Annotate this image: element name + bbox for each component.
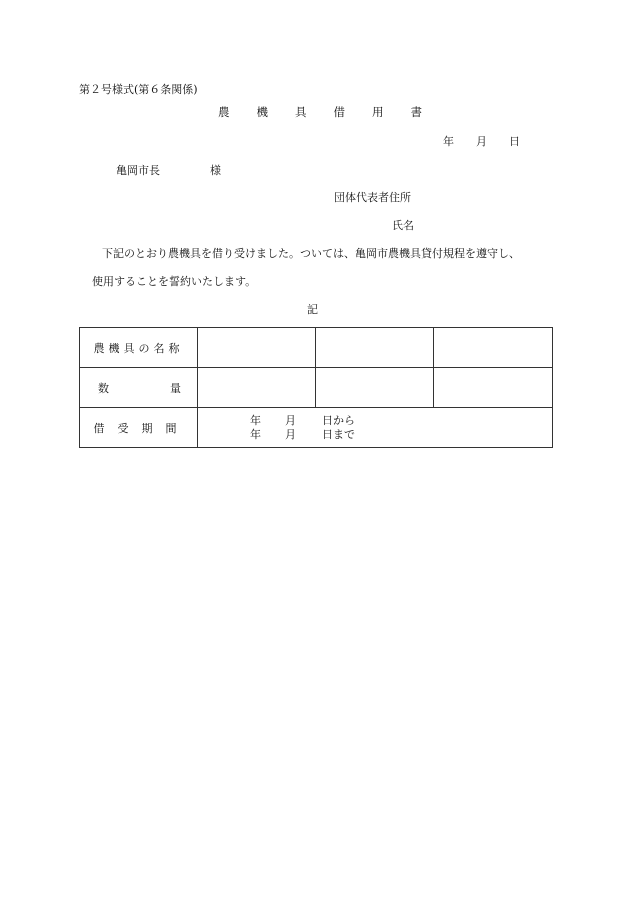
date-month: 月 <box>476 135 487 148</box>
period-from-month: 月 <box>285 413 296 427</box>
equipment-name-field-3[interactable] <box>434 328 553 368</box>
date-line <box>443 133 520 149</box>
items-table <box>79 327 553 448</box>
quantity-label-b: 量 <box>170 381 181 395</box>
period-to-day: 日まで <box>322 427 355 441</box>
quantity-field-3[interactable] <box>434 368 553 408</box>
period-label-cell <box>80 408 198 448</box>
period-field[interactable] <box>198 408 553 448</box>
date-year: 年 <box>443 135 454 148</box>
addressee-name: 亀岡市長 <box>116 164 160 177</box>
period-to-year: 年 <box>250 427 261 441</box>
applicant-name-label: 氏名 <box>392 219 414 232</box>
table-row-name <box>80 328 553 368</box>
addressee <box>116 162 221 178</box>
addressee-honorific: 様 <box>210 164 221 177</box>
form-number: 第２号様式(第６条関係) <box>79 83 198 96</box>
period-from-line <box>250 414 552 428</box>
equipment-name-field-2[interactable] <box>316 328 434 368</box>
quantity-field-1[interactable] <box>198 368 316 408</box>
period-to-line <box>250 428 552 442</box>
quantity-label-cell <box>80 368 198 408</box>
quantity-field-2[interactable] <box>316 368 434 408</box>
page-title: 農機具借用書 <box>218 105 449 119</box>
period-to-month: 月 <box>285 427 296 441</box>
body-text-line-2: 使用することを誓約いたします。 <box>92 275 257 288</box>
period-from-day: 日から <box>322 413 355 427</box>
table-row-quantity <box>80 368 553 408</box>
applicant-address-label: 団体代表者住所 <box>334 191 411 204</box>
equipment-name-field-1[interactable] <box>198 328 316 368</box>
ki-heading: 記 <box>307 303 318 316</box>
equipment-name-label: 農機具の名称 <box>93 341 184 355</box>
quantity-label-a: 数 <box>98 381 109 395</box>
period-label: 借受期間 <box>93 421 190 435</box>
table-row-period <box>80 408 553 448</box>
equipment-name-label-cell <box>80 328 198 368</box>
body-text-line-1: 下記のとおり農機具を借り受けました。ついては、亀岡市農機具貸付規程を遵守し、 <box>102 247 520 260</box>
date-day: 日 <box>509 135 520 148</box>
period-from-year: 年 <box>250 413 261 427</box>
